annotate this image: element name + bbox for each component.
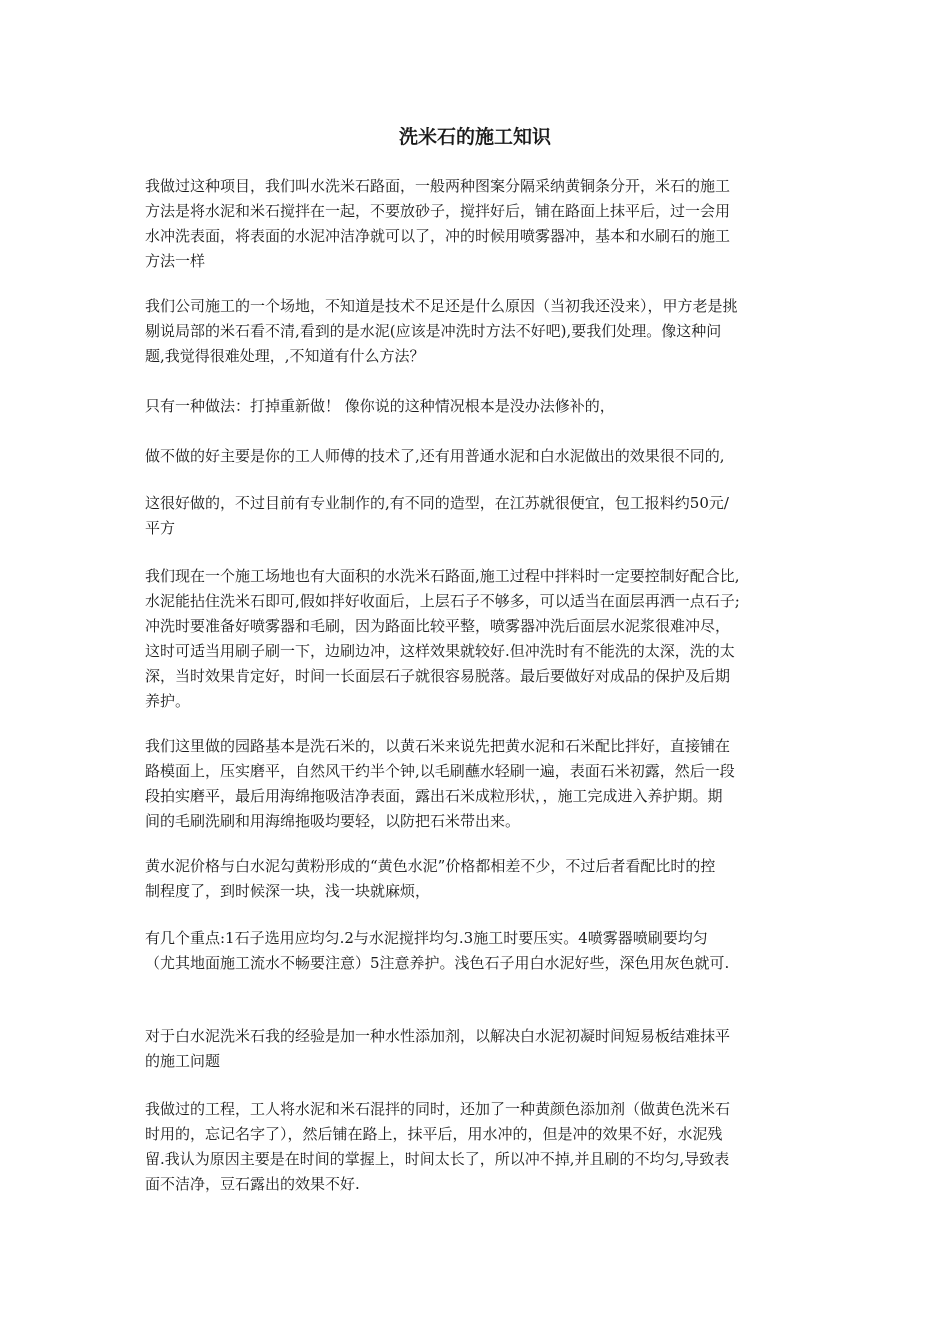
paragraph-line: 这时可适当用刷子刷一下，边刷边冲，这样效果就较好.但冲洗时有不能洗的太深，洗的太	[145, 642, 735, 660]
paragraph-line: 水泥能拈住洗米石即可,假如拌好收面后，上层石子不够多，可以适当在面层再洒一点石子;	[145, 592, 740, 610]
paragraph	[145, 174, 810, 274]
paragraph-line: 我们公司施工的一个场地，不知道是技术不足还是什么原因（当初我还没来），甲方老是挑	[145, 297, 738, 315]
paragraph-line: 制程度了，到时候深一块，浅一块就麻烦，	[145, 882, 431, 900]
paragraph-line: 有几个重点:1石子选用应均匀.2与水泥搅拌均匀.3施工时要压实。4喷雾器喷刷要均匀	[145, 929, 708, 947]
paragraph-line: 我做过这种项目，我们叫水洗米石路面，一般两种图案分隔采纳黄铜条分开，米石的施工	[145, 177, 731, 195]
paragraph-line: （尤其地面施工流水不畅要注意）5注意养护。浅色石子用白水泥好些，深色用灰色就可.	[145, 954, 730, 972]
paragraph-line: 的施工问题	[145, 1052, 221, 1070]
paragraph-line: 做不做的好主要是你的工人师傅的技术了,还有用普通水泥和白水泥做出的效果很不同的,	[145, 447, 725, 465]
paragraph	[145, 1024, 810, 1074]
paragraph-line: 路模面上，压实磨平，自然风干约半个钟,以毛刷蘸水轻刷一遍，表面石米初露，然后一段	[145, 762, 735, 780]
paragraph-line: 方法是将水泥和米石搅拌在一起，不要放砂子，搅拌好后，铺在路面上抹平后，过一会用	[145, 202, 731, 220]
paragraph	[145, 854, 810, 904]
paragraph-line: 方法一样	[145, 252, 206, 270]
paragraph-line: 养护。	[145, 692, 191, 710]
paragraph	[145, 564, 810, 714]
paragraph-line: 平方	[145, 519, 176, 537]
paragraph	[145, 444, 810, 469]
paragraph-line: 黄水泥价格与白水泥勾黄粉形成的“黄色水泥”价格都相差不少，不过后者看配比时的控	[145, 857, 716, 875]
paragraph-line: 留.我认为原因主要是在时间的掌握上，时间太长了，所以冲不掉,并且刷的不均匀,导致表	[145, 1150, 730, 1168]
paragraph	[145, 394, 810, 419]
paragraph-line: 我们这里做的园路基本是洗石米的，以黄石米来说先把黄水泥和石米配比拌好，直接铺在	[145, 737, 731, 755]
paragraph	[145, 734, 810, 834]
document-title: 洗米石的施工知识	[398, 126, 551, 148]
paragraph	[145, 491, 810, 541]
paragraph-line: 只有一种做法：打掉重新做！ 像你说的这种情况根本是没办法修补的，	[145, 397, 615, 415]
paragraph-line: 题,我觉得很难处理，,不知道有什么方法？	[145, 347, 425, 365]
paragraph	[145, 926, 810, 976]
paragraph-line: 冲洗时要准备好喷雾器和毛刷，因为路面比较平整，喷雾器冲洗后面层水泥浆很难冲尽，	[145, 617, 731, 635]
paragraph	[145, 1097, 810, 1197]
paragraph-line: 剔说局部的米石看不清,看到的是水泥(应该是冲洗时方法不好吧),要我们处理。像这种问	[145, 322, 722, 340]
paragraph-line: 我们现在一个施工场地也有大面积的水洗米石路面,施工过程中拌料时一定要控制好配合比,	[145, 567, 740, 585]
paragraph-line: 时用的，忘记名字了），然后铺在路上，抹平后，用水冲的，但是冲的效果不好，水泥残	[145, 1125, 723, 1143]
paragraph-line: 水冲洗表面，将表面的水泥冲洁净就可以了，冲的时候用喷雾器冲，基本和水刷石的施工	[145, 227, 731, 245]
paragraph-line: 间的毛刷洗刷和用海绵拖吸均要轻，以防把石米带出来。	[145, 812, 521, 830]
paragraph-line: 段拍实磨平，最后用海绵拖吸洁净表面，露出石米成粒形状，，施工完成进入养护期。期	[145, 787, 723, 805]
paragraph-line: 面不洁净，豆石露出的效果不好.	[145, 1175, 360, 1193]
paragraph-line: 我做过的工程，工人将水泥和米石混拌的同时，还加了一种黄颜色添加剂（做黄色洗米石	[145, 1100, 731, 1118]
paragraph-line: 这很好做的，不过目前有专业制作的,有不同的造型，在江苏就很便宜，包工报料约50元/	[145, 494, 729, 512]
paragraph-line: 深，当时效果肯定好，时间一长面层石子就很容易脱落。最后要做好对成品的保护及后期	[145, 667, 731, 685]
paragraph-line: 对于白水泥洗米石我的经验是加一种水性添加剂，以解决白水泥初凝时间短易板结难抹平	[145, 1027, 731, 1045]
paragraph	[145, 294, 810, 369]
